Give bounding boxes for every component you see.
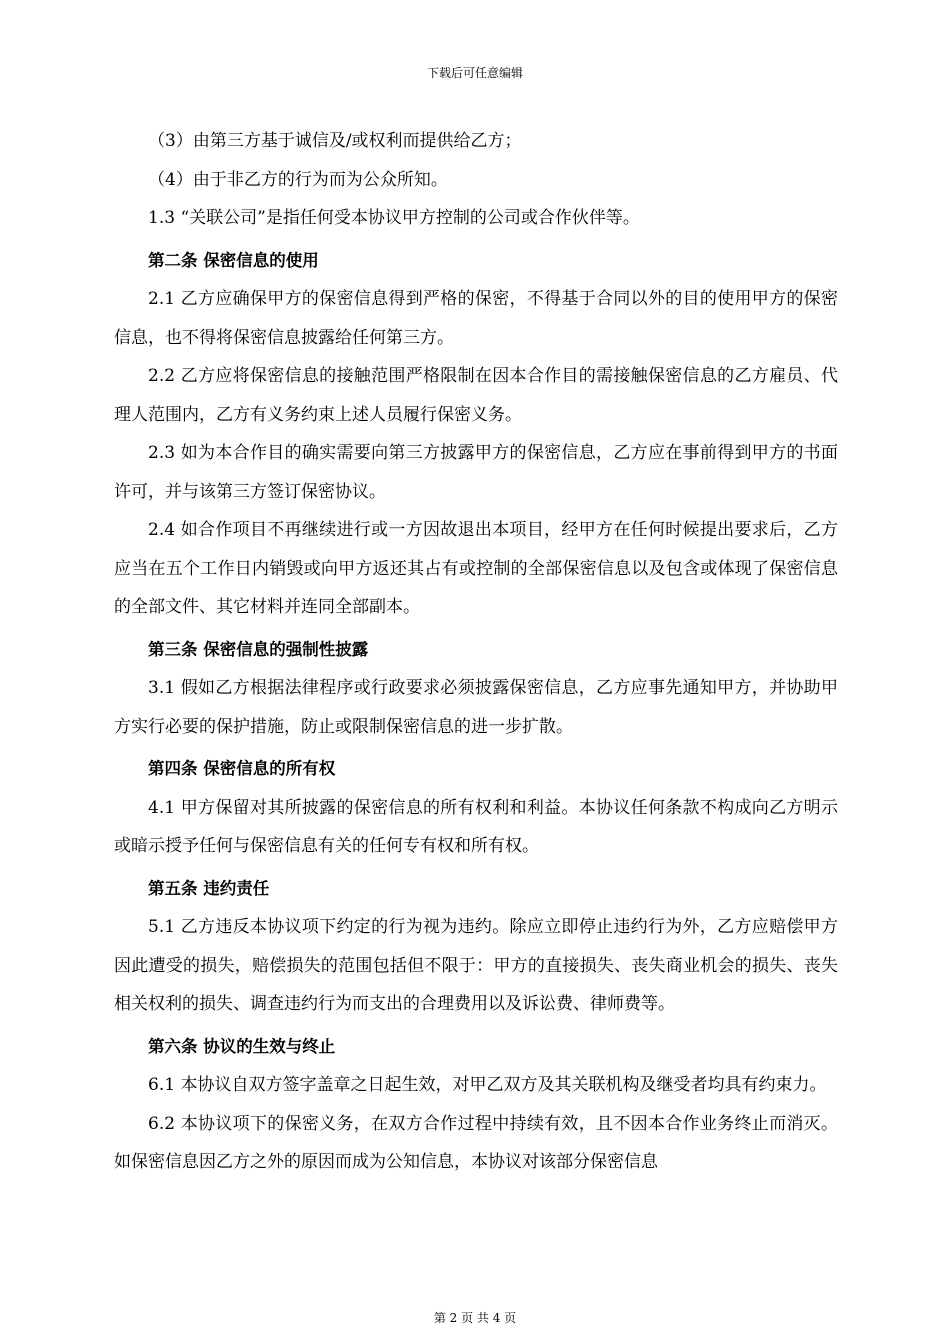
section-article-4 bbox=[114, 750, 838, 866]
clause-paragraph: （4）由于非乙方的行为而为公众所知。 bbox=[148, 169, 448, 190]
page-header: 下载后可任意编辑 bbox=[426, 66, 523, 80]
section-heading: 第六条 协议的生效与终止 bbox=[148, 1036, 336, 1056]
page-footer: 第 2 页 共 4 页 bbox=[433, 1311, 517, 1325]
section-heading: 第五条 违约责任 bbox=[148, 878, 270, 898]
clause-paragraph: （3）由第三方基于诚信及/或权利而提供给乙方； bbox=[148, 131, 522, 151]
clause-paragraph: 2.1 乙方应确保甲方的保密信息得到严格的保密，不得基于合同以外的目的使用甲方的保密信息，也不得将保密信息披露给任何第三方。 bbox=[114, 289, 838, 348]
clause-paragraph: 2.4 如合作项目不再继续进行或一方因故退出本项目，经甲方在任何时候提出要求后，乙方应当在五个工作日内销毁或向甲方返还其占有或控制的全部保密信息以及包含或体现了保密信息的全部文件、其它材料并连同全部副本。 bbox=[114, 520, 838, 617]
clause-paragraph: 3.1 假如乙方根据法律程序或行政要求必须披露保密信息，乙方应事先通知甲方，并协助甲方实行必要的保护措施，防止或限制保密信息的进一步扩散。 bbox=[114, 678, 838, 737]
document-body bbox=[114, 122, 838, 1182]
clause-paragraph: 2.2 乙方应将保密信息的接触范围严格限制在因本合作目的需接触保密信息的乙方雇员、代理人范围内，乙方有义务约束上述人员履行保密义务。 bbox=[114, 366, 838, 425]
clause-paragraph: 6.2 本协议项下的保密义务，在双方合作过程中持续有效，且不因本合作业务终止而消灭。如保密信息因乙方之外的原因而成为公知信息，本协议对该部分保密信息 bbox=[114, 1113, 838, 1172]
section-heading: 第四条 保密信息的所有权 bbox=[148, 759, 336, 778]
clause-paragraph: 6.1 本协议自双方签字盖章之日起生效，对甲乙双方及其关联机构及继受者均具有约束力。 bbox=[148, 1075, 827, 1095]
clause-paragraph: 5.1 乙方违反本协议项下约定的行为视为违约。除应立即停止违约行为外，乙方应赔偿甲方因此遭受的损失，赔偿损失的范围包括但不限于：甲方的直接损失、丧失商业机会的损失、丧失相关权利的损失、调查违约行为而支出的合理费用以及诉讼费、律师费等。 bbox=[114, 917, 838, 1014]
section-article-5 bbox=[114, 870, 838, 1024]
section-heading: 第二条 保密信息的使用 bbox=[148, 250, 319, 270]
section-article-3 bbox=[114, 631, 838, 747]
section-article-6 bbox=[114, 1028, 838, 1182]
clause-paragraph: 1.3 “关联公司”是指任何受本协议甲方控制的公司或合作伙伴等。 bbox=[148, 208, 640, 228]
section-article-2 bbox=[114, 242, 838, 627]
clause-paragraph: 2.3 如为本合作目的确实需要向第三方披露甲方的保密信息，乙方应在事前得到甲方的书面许可，并与该第三方签订保密协议。 bbox=[114, 443, 838, 502]
clause-paragraph: 4.1 甲方保留对其所披露的保密信息的所有权利和利益。本协议任何条款不构成向乙方明示或暗示授予任何与保密信息有关的任何专有权和所有权。 bbox=[114, 797, 838, 856]
section-heading: 第三条 保密信息的强制性披露 bbox=[148, 639, 369, 659]
